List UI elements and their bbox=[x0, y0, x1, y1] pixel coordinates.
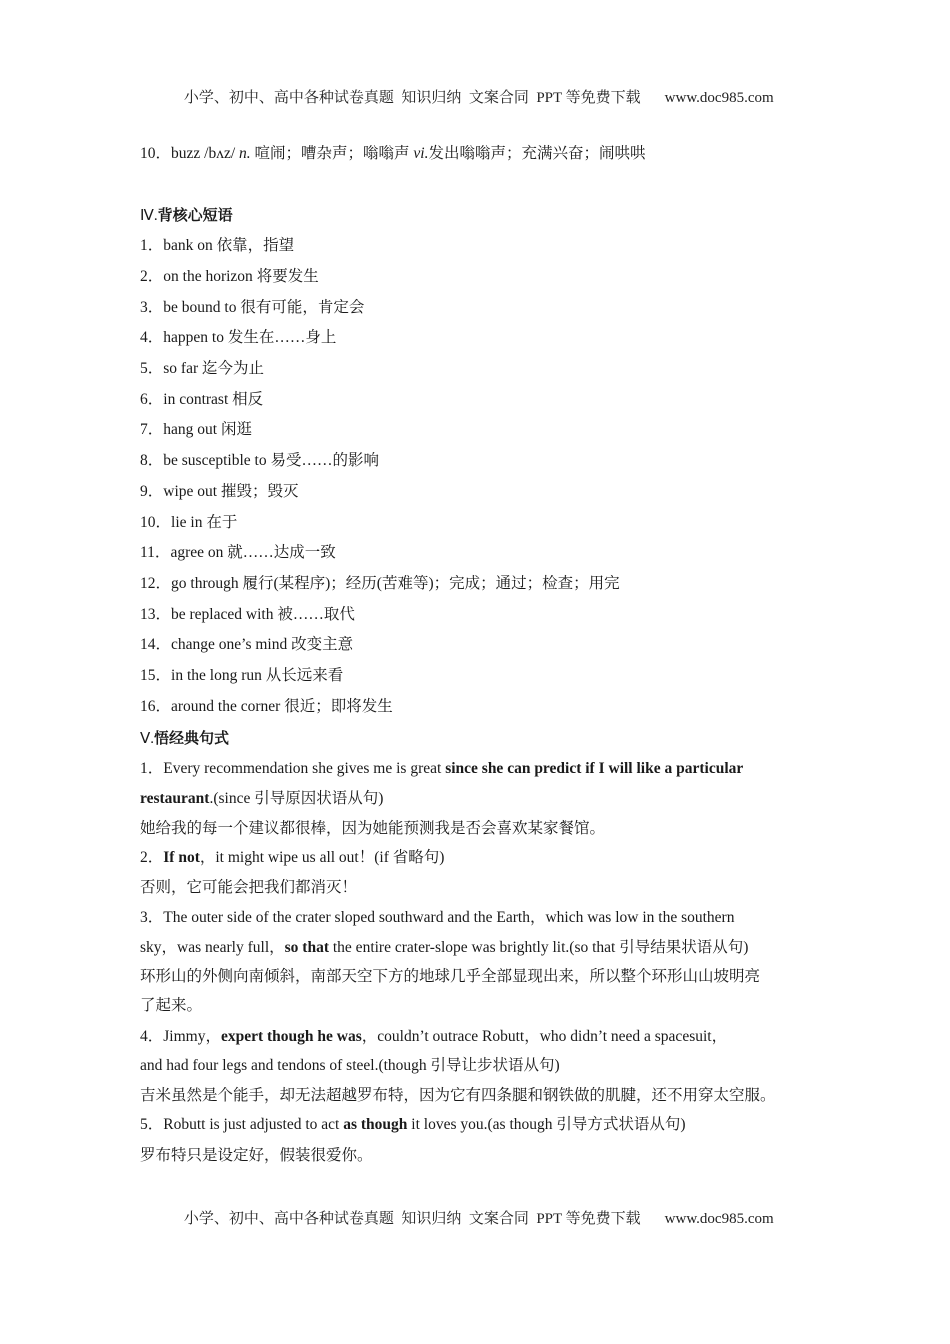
sentence-2-translation: 否则，它可能会把我们都消灭！ bbox=[140, 879, 358, 896]
item-number: 4． bbox=[140, 1028, 164, 1045]
footer-url: www.doc985.com bbox=[664, 1211, 774, 1227]
phrase-item bbox=[140, 543, 336, 563]
phrase: be bound to bbox=[163, 299, 237, 316]
sentence-3-translation-line-2: 了起来。 bbox=[140, 997, 203, 1014]
phrase: happen to bbox=[163, 329, 224, 346]
meaning: 相反 bbox=[232, 391, 264, 408]
vocab-item-10 bbox=[140, 144, 646, 164]
phrase: be replaced with bbox=[171, 606, 274, 623]
meaning: 就……达成一致 bbox=[227, 544, 336, 561]
item-number: 7． bbox=[140, 421, 164, 438]
meaning: 发生在……身上 bbox=[227, 329, 337, 346]
phrase: agree on bbox=[170, 544, 224, 561]
phrase: in contrast bbox=[163, 391, 229, 408]
meaning: 从长远来看 bbox=[265, 667, 344, 684]
sentence-text: the entire crater-slope was brightly lit.(so that 引导结果状语从句) bbox=[329, 939, 749, 956]
vocab-word: buzz bbox=[171, 145, 201, 162]
meaning: 被……取代 bbox=[277, 606, 355, 623]
phrase-item bbox=[140, 635, 353, 655]
item-number: 10． bbox=[140, 145, 172, 162]
item-number: 15． bbox=[140, 667, 172, 684]
phrase-item bbox=[140, 298, 364, 318]
meaning: 摧毁；毁灭 bbox=[220, 483, 299, 500]
phrase-item bbox=[140, 328, 336, 348]
item-number: 6． bbox=[140, 391, 164, 408]
sentence-1-line-2 bbox=[140, 789, 383, 809]
sentence-text: ，it might wipe us all out！(if 省略句) bbox=[199, 849, 445, 866]
meaning: 将要发生 bbox=[256, 268, 319, 285]
sentence-note: .(since 引导原因状语从句) bbox=[209, 790, 384, 807]
sentence-2 bbox=[140, 848, 444, 868]
sentence-4-translation: 吉米虽然是个能手，却无法超越罗布特，因为它有四条腿和钢铁做的肌腱，还不用穿太空服。 bbox=[140, 1087, 776, 1104]
footer-text: 小学、初中、高中各种试卷真题 知识归纳 文案合同 PPT 等免费下载 bbox=[183, 1211, 641, 1227]
roman-numeral: Ⅳ. bbox=[140, 208, 158, 224]
phrase-item bbox=[140, 574, 620, 594]
part-of-speech: vi. bbox=[413, 145, 429, 162]
sentence-3-line-2 bbox=[140, 938, 748, 958]
sentence-text: it loves you.(as though 引导方式状语从句) bbox=[407, 1116, 686, 1133]
sentence-text: Jimmy， bbox=[163, 1028, 221, 1045]
header-text: 小学、初中、高中各种试卷真题 知识归纳 文案合同 PPT 等免费下载 bbox=[183, 90, 641, 106]
phonetic: /bʌz/ bbox=[204, 145, 236, 162]
sentence-emphasis: restaurant bbox=[140, 790, 210, 807]
sentence-emphasis: expert though he was bbox=[220, 1028, 362, 1045]
sentence-emphasis: If not bbox=[163, 849, 200, 866]
section-title: 悟经典句式 bbox=[154, 729, 230, 747]
sentence-3-line-1 bbox=[140, 908, 734, 928]
phrase: around the corner bbox=[171, 698, 281, 715]
item-number: 9． bbox=[140, 483, 164, 500]
roman-numeral: Ⅴ. bbox=[140, 731, 155, 747]
sentence-1-translation: 她给我的每一个建议都很棒，因为她能预测我是否会喜欢某家餐馆。 bbox=[140, 820, 606, 837]
meaning: 改变主意 bbox=[291, 636, 354, 653]
header-url: www.doc985.com bbox=[664, 90, 774, 106]
item-number: 1． bbox=[140, 237, 164, 254]
item-number: 14． bbox=[140, 636, 172, 653]
phrase: hang out bbox=[163, 421, 218, 438]
phrase-item bbox=[140, 451, 379, 471]
phrase: so far bbox=[163, 360, 199, 377]
meaning: 迄今为止 bbox=[202, 360, 265, 377]
sentence-1-line-1 bbox=[140, 759, 743, 779]
sentence-5-translation: 罗布特只是设定好，假装很爱你。 bbox=[140, 1147, 373, 1164]
item-number: 8． bbox=[140, 452, 164, 469]
page-header bbox=[0, 69, 950, 107]
section-title: 背核心短语 bbox=[157, 206, 233, 224]
phrase: lie in bbox=[171, 514, 203, 531]
phrase: be susceptible to bbox=[163, 452, 267, 469]
item-number: 16． bbox=[140, 698, 172, 715]
phrase-item bbox=[140, 390, 263, 410]
sentence-4-line-1 bbox=[140, 1027, 727, 1047]
item-number: 11． bbox=[140, 544, 171, 561]
phrase-item bbox=[140, 605, 355, 625]
sentence-emphasis: so that bbox=[284, 939, 329, 956]
item-number: 3． bbox=[140, 299, 164, 316]
meaning: 履行(某程序)；经历(苦难等)；完成；通过；检查；用完 bbox=[242, 575, 620, 592]
meaning: 依靠，指望 bbox=[216, 237, 295, 254]
sentence-text: sky，was nearly full， bbox=[140, 939, 285, 956]
item-number: 2． bbox=[140, 849, 164, 866]
section-heading-phrases bbox=[140, 205, 233, 226]
meaning: 很有可能，肯定会 bbox=[240, 299, 365, 316]
meaning: 易受……的影响 bbox=[270, 452, 379, 469]
phrase: on the horizon bbox=[163, 268, 253, 285]
sentence-text: Every recommendation she gives me is great bbox=[163, 760, 446, 777]
item-number: 3． bbox=[140, 909, 164, 926]
phrase: change one’s mind bbox=[171, 636, 288, 653]
part-of-speech: n. bbox=[239, 145, 251, 162]
phrase-item bbox=[140, 267, 319, 287]
phrase: go through bbox=[171, 575, 239, 592]
sentence-text: Robutt is just adjusted to act bbox=[163, 1116, 344, 1133]
sentence-4-line-2: and had four legs and tendons of steel.(though 引导让步状语从句) bbox=[140, 1057, 560, 1074]
phrase: in the long run bbox=[171, 667, 262, 684]
meaning: 闲逛 bbox=[220, 421, 252, 438]
item-number: 2． bbox=[140, 268, 164, 285]
page-footer bbox=[0, 1190, 950, 1228]
phrase-item bbox=[140, 420, 252, 440]
sentence-text: The outer side of the crater sloped southward and the Earth，which was low in the southern bbox=[163, 909, 735, 926]
definition: 发出嗡嗡声；充满兴奋；闹哄哄 bbox=[428, 145, 646, 162]
meaning: 很近；即将发生 bbox=[284, 698, 393, 715]
phrase: wipe out bbox=[163, 483, 218, 500]
item-number: 10． bbox=[140, 514, 172, 531]
sentence-5 bbox=[140, 1115, 686, 1135]
item-number: 5． bbox=[140, 360, 164, 377]
phrase-item bbox=[140, 697, 393, 717]
item-number: 1． bbox=[140, 760, 164, 777]
sentence-text: ，couldn’t outrace Robutt，who didn’t need a spacesuit， bbox=[361, 1028, 728, 1045]
phrase: bank on bbox=[163, 237, 213, 254]
section-heading-sentences bbox=[140, 728, 229, 749]
phrase-item bbox=[140, 666, 343, 686]
item-number: 4． bbox=[140, 329, 164, 346]
phrase-item bbox=[140, 236, 294, 256]
item-number: 12． bbox=[140, 575, 172, 592]
meaning: 在于 bbox=[206, 514, 238, 531]
item-number: 13． bbox=[140, 606, 172, 623]
sentence-emphasis: since she can predict if I will like a particular bbox=[445, 760, 744, 777]
phrase-item bbox=[140, 359, 264, 379]
sentence-emphasis: as though bbox=[343, 1116, 408, 1133]
sentence-3-translation-line-1: 环形山的外侧向南倾斜，南部天空下方的地球几乎全部显现出来，所以整个环形山山坡明亮 bbox=[140, 968, 761, 985]
definition: 喧闹；嘈杂声；嗡嗡声 bbox=[254, 145, 410, 162]
item-number: 5． bbox=[140, 1116, 164, 1133]
phrase-item bbox=[140, 513, 237, 533]
phrase-item bbox=[140, 482, 298, 502]
